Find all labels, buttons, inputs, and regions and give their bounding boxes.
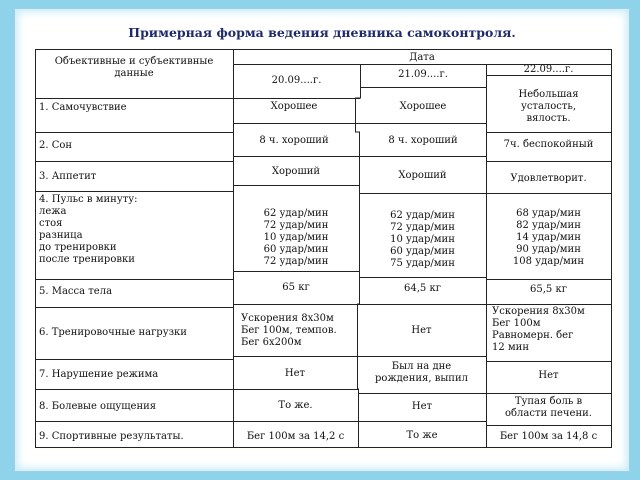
- row-2-d1: 8 ч. хороший: [259, 135, 329, 146]
- row-4-d2: 62 удар/мин 72 удар/мин 10 удар/мин 60 удар/мин 75 удар/мин: [390, 210, 455, 269]
- row-1-d3: Небольшая усталость, вялость.: [518, 89, 579, 124]
- row-line-4: [35, 272, 611, 280]
- date-col-2: 21.09....г.: [398, 69, 448, 80]
- row-1-d1: Хорошее: [270, 101, 318, 112]
- row-label-pulse: 4. Пульс в минуту: лежа стоя разница до тренировки после тренировки: [39, 194, 138, 265]
- row-2-d3: 7ч. беспокойный: [503, 139, 594, 150]
- row-line-2: [35, 157, 611, 162]
- row-6-d2: Нет: [411, 325, 432, 336]
- row-label-appetite: 3. Аппетит: [39, 171, 97, 182]
- row-8-d1: То же.: [278, 400, 313, 411]
- row-3-d1: Хороший: [271, 166, 321, 177]
- row-2-d2: 8 ч. хороший: [388, 135, 458, 146]
- row-8-d3: Тупая боль в области печени.: [505, 396, 592, 419]
- row-4-d3: 68 удар/мин 82 удар/мин 14 удар/мин 90 удар/мин 108 удар/мин: [512, 208, 585, 267]
- date-col-3: 22.09....г.: [523, 64, 574, 75]
- row-label-training: 6. Тренировочные нагрузки: [39, 327, 187, 338]
- row-label-wellbeing: 1. Самочувствие: [39, 102, 127, 113]
- row-7-d3: Нет: [538, 370, 559, 381]
- row-label-weight: 5. Масса тела: [39, 286, 113, 297]
- row-9-d1: Бег 100м за 14,2 с: [246, 431, 345, 442]
- row-1-d2: Хорошее: [399, 101, 447, 112]
- row-7-d2: Был на дне рождения, выпил: [375, 361, 468, 384]
- row-label-regime: 7. Нарушение режима: [39, 369, 159, 380]
- row-6-d3: Ускорения 8х30м Бег 100м Равномерн. бег 12 мин: [492, 306, 585, 353]
- document-frame: [14, 8, 630, 472]
- row-8-d2: Нет: [411, 401, 433, 412]
- document-title: Примерная форма ведения дневника самоконтроля.: [128, 25, 516, 40]
- row-line-8: [35, 422, 611, 426]
- row-4-d1: 62 удар/мин 72 удар/мин 10 удар/мин 60 удар/мин 72 удар/мин: [263, 208, 329, 267]
- row-5-d3: 65,5 кг: [530, 284, 567, 295]
- row-7-d1: Нет: [284, 368, 306, 379]
- date-header: Дата: [409, 52, 435, 63]
- row-line-6: [35, 357, 611, 362]
- row-label-pain: 8. Болевые ощущения: [39, 401, 157, 412]
- row-5-d1: 65 кг: [282, 282, 310, 293]
- row-line-3: [35, 186, 611, 194]
- row-5-d2: 64,5 кг: [404, 283, 441, 294]
- row-6-d1: Ускорения 8х30м Бег 100м, темпов. Бег 6х200м: [241, 313, 337, 348]
- date-col-1: 20.09....г.: [271, 75, 322, 86]
- row-9-d3: Бег 100м за 14,8 с: [499, 431, 598, 442]
- indicators-header: Объективные и субъективные данные: [54, 56, 214, 79]
- row-label-results: 9. Спортивные результаты.: [39, 431, 184, 442]
- row-9-d2: То же: [406, 430, 438, 441]
- row-label-sleep: 2. Сон: [39, 140, 73, 151]
- row-3-d2: Хороший: [398, 170, 447, 181]
- row-3-d3: Удовлетворит.: [510, 173, 587, 184]
- row-line-7: [35, 390, 611, 394]
